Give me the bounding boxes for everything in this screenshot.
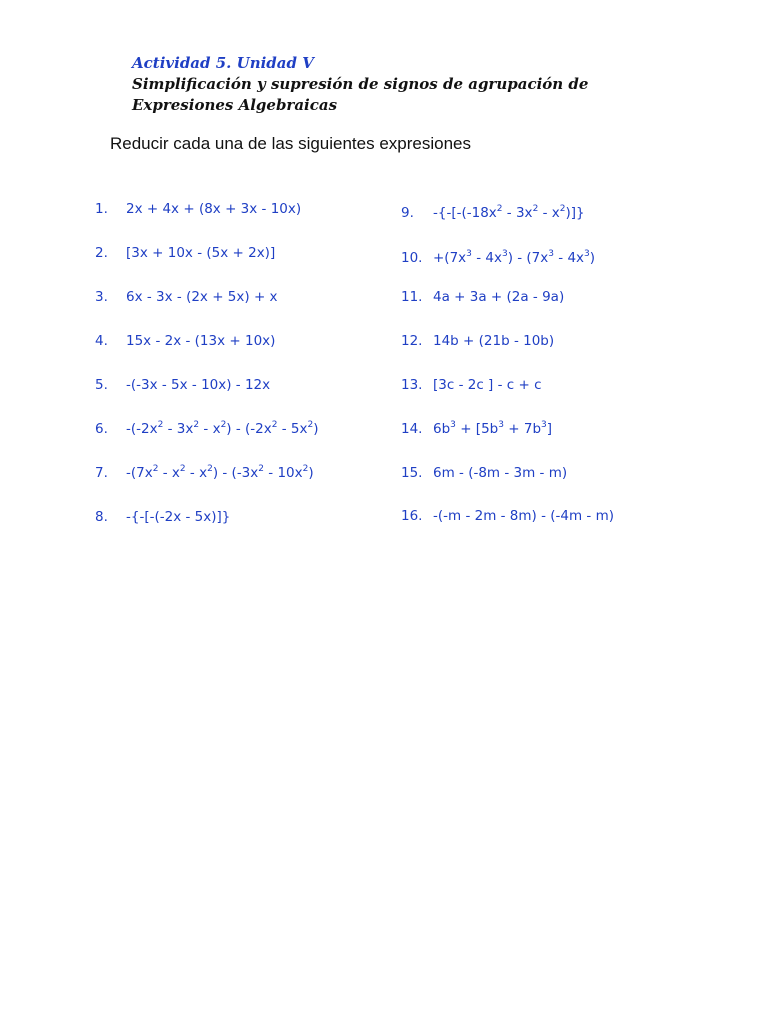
exercise-item bbox=[95, 419, 319, 439]
exercise-expression: 6m - (-8m - 3m - m) bbox=[433, 465, 568, 481]
exponent: 3 bbox=[541, 420, 547, 430]
exercise-item bbox=[401, 287, 564, 307]
exercise-number: 6. bbox=[95, 421, 108, 437]
exponent: 2 bbox=[496, 204, 503, 214]
exercise-item bbox=[401, 248, 595, 268]
exercise-number: 10. bbox=[401, 250, 423, 266]
exponent: 2 bbox=[258, 464, 264, 474]
exponent: 2 bbox=[271, 420, 278, 430]
subtitle-line-1: Simplificación y supresión de signos de agrupación de bbox=[132, 75, 589, 93]
exponent: 3 bbox=[466, 249, 472, 259]
exercise-item bbox=[401, 506, 614, 526]
exponent: 2 bbox=[302, 464, 309, 474]
exercise-expression: 14b + (21b - 10b) bbox=[433, 333, 555, 349]
exercise-number: 3. bbox=[95, 289, 108, 305]
exercise-number: 5. bbox=[95, 377, 108, 393]
exercise-expression: $-(-2x^2 - 3x^2 - x^2) - (-2x^2 - 5x^2)$ bbox=[126, 420, 319, 437]
exercise-expression: -{-[-(-2x - 5x)]} bbox=[126, 509, 231, 525]
exponent: 3 bbox=[498, 420, 504, 430]
exponent: 2 bbox=[152, 464, 159, 474]
exercise-expression: [3x + 10x - (5x + 2x)] bbox=[126, 245, 276, 261]
exponent: 3 bbox=[584, 249, 590, 259]
exercise-expression: $-\{-[-(-18x^2 - 3x^2 - x^2)]\}$ bbox=[433, 204, 585, 221]
activity-title: Actividad 5. Unidad V bbox=[132, 54, 314, 72]
exponent: 2 bbox=[193, 420, 200, 430]
exercise-expression: $-(7x^2 - x^2 - x^2) - (-3x^2 - 10x^2)$ bbox=[126, 464, 314, 481]
exercise-number: 7. bbox=[95, 465, 108, 481]
exercise-number: 12. bbox=[401, 333, 423, 349]
exercise-expression: 2x + 4x + (8x + 3x - 10x) bbox=[126, 201, 302, 217]
exponent: 2 bbox=[307, 420, 314, 430]
exercise-number: 15. bbox=[401, 465, 423, 481]
exercise-number: 14. bbox=[401, 421, 423, 437]
exercise-item bbox=[95, 507, 230, 527]
exercise-item bbox=[401, 463, 567, 483]
exercise-expression: 15x - 2x - (13x + 10x) bbox=[126, 333, 276, 349]
exercise-item bbox=[401, 203, 585, 223]
exponent: 3 bbox=[501, 249, 508, 259]
subtitle-line-2: Expresiones Algebraicas bbox=[132, 96, 338, 114]
exercise-expression: $+(7x^3 - 4x^3) - (7x^3 - 4x^3)$ bbox=[433, 249, 596, 266]
exercise-item bbox=[95, 375, 270, 395]
exponent: 2 bbox=[157, 420, 164, 430]
exercise-item bbox=[401, 375, 542, 395]
exercise-expression: -(-m - 2m - 8m) - (-4m - m) bbox=[433, 508, 615, 524]
exercise-item bbox=[401, 419, 552, 439]
exercise-number: 4. bbox=[95, 333, 108, 349]
exponent: 2 bbox=[207, 464, 213, 474]
exponent: 2 bbox=[220, 420, 227, 430]
exercise-item bbox=[95, 243, 275, 263]
instruction-text: Reducir cada una de las siguientes expresiones bbox=[110, 134, 472, 153]
exercise-item bbox=[95, 331, 275, 351]
exercise-number: 8. bbox=[95, 509, 108, 525]
exercise-number: 9. bbox=[401, 205, 414, 221]
exponent: 3 bbox=[548, 249, 554, 259]
exponent: 3 bbox=[450, 420, 456, 430]
exponent: 2 bbox=[559, 204, 566, 214]
exercise-item bbox=[95, 287, 278, 307]
exercise-item bbox=[95, 463, 314, 483]
exercise-expression: $6b^3 + [5b^3 + 7b^3]$ bbox=[433, 420, 553, 437]
exercise-item bbox=[401, 331, 554, 351]
exercise-number: 11. bbox=[401, 289, 423, 305]
exercise-number: 1. bbox=[95, 201, 108, 217]
exponent: 2 bbox=[179, 464, 186, 474]
exercise-item bbox=[95, 199, 301, 219]
exercise-expression: 4a + 3a + (2a - 9a) bbox=[433, 289, 565, 305]
exercise-number: 2. bbox=[95, 245, 108, 261]
worksheet-subtitle bbox=[132, 74, 602, 116]
exercise-number: 16. bbox=[401, 508, 423, 524]
exercise-expression: [3c - 2c ] - c + c bbox=[433, 377, 542, 393]
exponent: 2 bbox=[532, 204, 539, 214]
exercise-number: 13. bbox=[401, 377, 423, 393]
exercise-expression: -(-3x - 5x - 10x) - 12x bbox=[126, 377, 271, 393]
exercise-expression: 6x - 3x - (2x + 5x) + x bbox=[126, 289, 278, 305]
